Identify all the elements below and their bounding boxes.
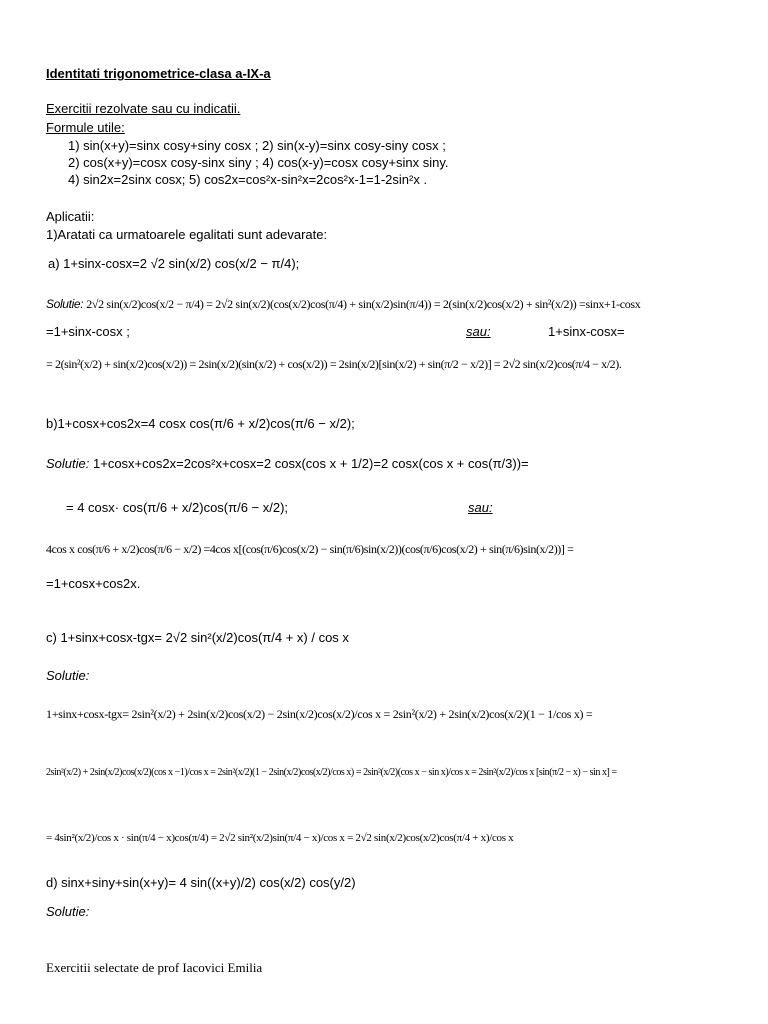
exercise-b-statement: b)1+cosx+cos2x=4 cosx cos(π/6 + x/2)cos(π/6 − x/2);: [46, 416, 355, 431]
math-expression: 1+cosx+cos2x=2cos²x+cosx=2 cosx(cos x + 1/2)=2 cosx(cos x + cos(π/3))=: [93, 456, 529, 471]
exercise-a-solution-line-3: = 2(sin²(x/2) + sin(x/2)cos(x/2)) = 2sin(x/2)(sin(x/2) + cos(x/2)) = 2sin(x/2)[sin(x/2) + sin(π/2 − x/2)] = 2√2 sin(x/2)cos(π/4 − x/2).: [46, 357, 622, 371]
exercise-c-solution-label: Solutie:: [46, 668, 90, 683]
exercise-b-solution-line-2: = 4 cosx· cos(π/6 + x/2)cos(π/6 − x/2);: [66, 500, 289, 515]
solution-label: Solutie:: [46, 456, 90, 471]
exercise-b-solution-line-3: 4cos x cos(π/6 + x/2)cos(π/6 − x/2) =4cos x[(cos(π/6)cos(x/2) − sin(π/6)sin(x/2))(cos(π/6)cos(x/2) + sin(π/6)sin(x/2))] =: [46, 542, 574, 556]
exercise-1-statement: 1)Aratati ca urmatoarele egalitati sunt adevarate:: [46, 227, 328, 242]
exercise-a-statement: a) 1+sinx-cosx=2 √2 sin(x/2) cos(x/2 − π/4);: [48, 256, 300, 271]
exercise-d-solution-label: Solutie:: [46, 904, 90, 919]
exercise-b-solution-line-4: =1+cosx+cos2x.: [46, 576, 141, 591]
exercise-c-solution-line-1: 1+sinx+cosx-tgx= 2sin²(x/2) + 2sin(x/2)cos(x/2) − 2sin(x/2)cos(x/2)/cos x = 2sin²(x/2) + 2sin(x/2)cos(x/2)(1 − 1/cos x) =: [46, 707, 593, 721]
solution-label: Solutie:: [46, 297, 84, 311]
formula-line-2: 2) cos(x+y)=cosx cosy-sinx siny ; 4) cos(x-y)=cosx cosy+sinx siny.: [68, 155, 449, 170]
intro-line: Exercitii rezolvate sau cu indicatii.: [46, 101, 241, 116]
exercise-d-statement: d) sinx+siny+sin(x+y)= 4 sin((x+y)/2) cos(x/2) cos(y/2): [46, 875, 356, 890]
alternative-label: sau:: [466, 324, 491, 339]
exercise-a-solution-line-2: =1+sinx-cosx ;: [46, 324, 130, 339]
exercise-c-statement: c) 1+sinx+cosx-tgx= 2√2 sin²(x/2)cos(π/4 + x) / cos x: [46, 630, 349, 645]
exercise-b-solution-line-1: [46, 456, 529, 472]
footer-author: Exercitii selectate de prof Iacovici Emilia: [46, 960, 263, 975]
alternative-label: sau:: [468, 500, 493, 515]
math-expression: 2√2 sin(x/2)cos(x/2 − π/4) = 2√2 sin(x/2)(cos(x/2)cos(π/4) + sin(x/2)sin(π/4)) = 2(sin(x/2)cos(x/2) + sin²(x/2)) =sinx+1-cosx: [86, 297, 641, 311]
exercise-c-solution-line-3: = 4sin²(x/2)/cos x · sin(π/4 − x)cos(π/4) = 2√2 sin²(x/2)sin(π/4 − x)/cos x = 2√2 sin(x/2)cos(x/2)cos(π/4 + x)/cos x: [46, 832, 514, 844]
formulas-heading: Formule utile:: [46, 120, 125, 135]
formula-line-1: 1) sin(x+y)=sinx cosy+siny cosx ; 2) sin(x-y)=sinx cosy-siny cosx ;: [68, 138, 446, 153]
applications-heading: Aplicatii:: [46, 209, 95, 224]
exercise-c-solution-line-2: 2sin²(x/2) + 2sin(x/2)cos(x/2)(cos x −1)/cos x = 2sin²(x/2)(1 − 2sin(x/2)cos(x/2)/cos x) = 2sin²(x/2)(cos x − sin x)/cos x = 2sin²(x/2)/cos x [sin(π/2 − x) − sin x] =: [46, 767, 617, 778]
exercise-a-alternative-start: 1+sinx-cosx=: [548, 324, 625, 339]
formula-line-3: 4) sin2x=2sinx cosx; 5) cos2x=cos²x-sin²x=2cos²x-1=1-2sin²x .: [68, 172, 428, 187]
document-title: Identitati trigonometrice-clasa a-IX-a: [46, 66, 271, 81]
exercise-a-solution-line-1: [46, 296, 640, 312]
